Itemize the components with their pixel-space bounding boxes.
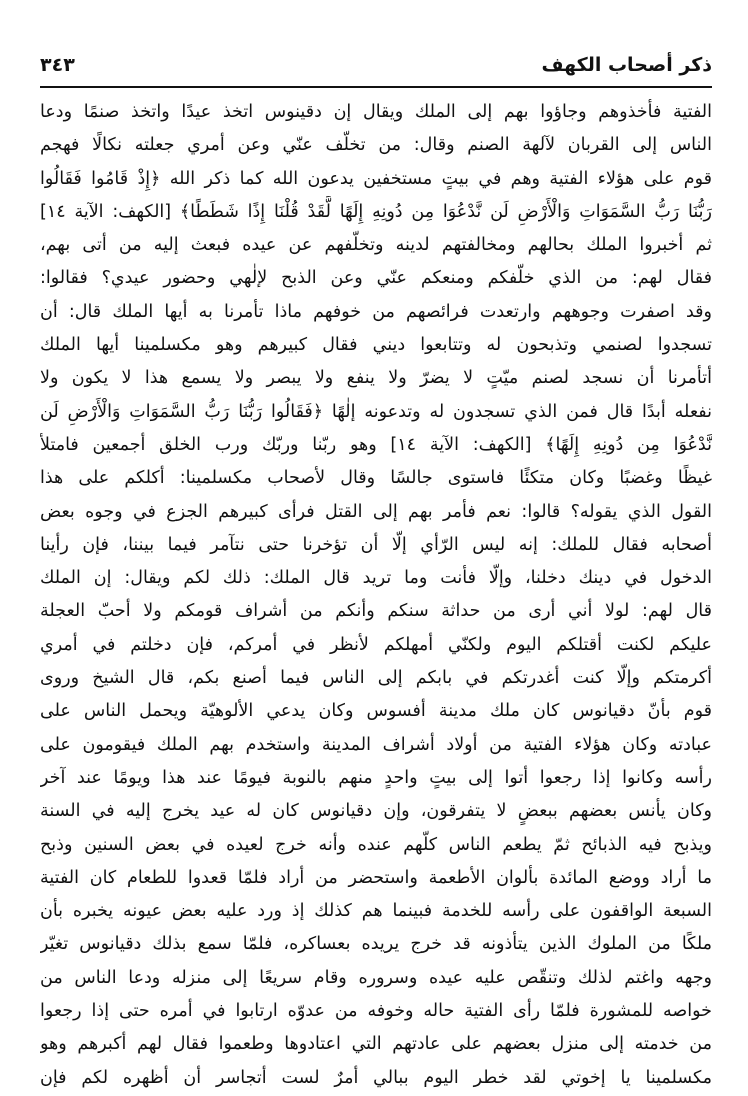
- chapter-title: ذكر أصحاب الكهف: [541, 54, 712, 76]
- text-line: الدخول في دينك دخلنا، وإلّا فأنت وما تريد قال الملك: ذلك لكم ويقال: إن الملك: [40, 568, 712, 589]
- body-text: [40, 96, 712, 1095]
- header-rule: [40, 86, 712, 88]
- text-line: نفعله أبدًا قال فمن الذي تسجدون له وتدعونه إلٰهًا ﴿فَقَالُوا رَبُّنَا رَبُّ السَّمَوَاتِ وَالْأَرْضِ لَن: [40, 401, 712, 422]
- document-page: [40, 50, 712, 1090]
- text-line: من خدمته إلى منزل بعضهم على عادتهم التي اعتادوها وطعموا فقال لهم أكبرهم وهو: [40, 1034, 712, 1055]
- text-line: غيظًا وغضبًا وكان متكئًا فاستوى جالسًا وقال لأصحاب مكسلمينا: أكلكم على هذا: [40, 468, 712, 489]
- text-line: الناس إلى القربان لآلهة الصنم وقال: من تخلّف عنّي وعن أمري جعلته نكالًا فهجم: [40, 135, 712, 156]
- text-line: مكسلمينا يا إخوتي لقد خطر اليوم ببالي أمرٌ لست أتجاسر أن أظهره لكم فإن: [40, 1067, 712, 1088]
- text-line: وكان يأنس بعضهم ببعضٍ لا يتفرقون، وإن دقيانوس كان له عيد يخرج إليه في السنة: [40, 801, 712, 822]
- text-line: رَبُّنَا رَبُّ السَّمَوَاتِ وَالْأَرْضِ لَن نَّدْعُوَا مِن دُونِهِ إِلَهًا لَّقَدْ قُلْنَا إِذًا شَطَطًا﴾ [الكهف: الآية ١٤]: [40, 201, 712, 222]
- text-line: قوم على هؤلاء الفتية وهم في بيتٍ مستخفين يدعون الله كما ذكر الله ﴿إِذْ قَامُوا فَقَالُوا: [40, 168, 712, 189]
- page-number: ٣٤٣: [40, 54, 75, 76]
- text-line: ثم أخبروا الملك بحالهم ومخالفتهم لدينه وتخلّفهم عن عيده فبعث إليه من أتى بهم،: [40, 235, 712, 256]
- text-line: نَّدْعُوَا مِن دُونِهِ إِلَهًا﴾ [الكهف: الآية ١٤] وهو ربّنا وربّك ورب الخلق أجمعين فامتلأ: [40, 434, 712, 455]
- text-line: تسجدوا لصنمي وتذبحون له وتتابعوا ديني فقال كبيرهم وهو مكسلمينا أيها الملك: [40, 335, 712, 356]
- text-line: رأسه وكانوا إذا رجعوا أتوا إلى بيتٍ واحدٍ منهم بالنوبة فيومًا عند هذا ويومًا عند آخر: [40, 767, 712, 788]
- text-line: ما أراد ووضع المائدة بألوان الأطعمة واستحضر من أراد فلمّا قعدوا للطعام كان الفتية: [40, 867, 712, 888]
- text-line: القول الذي يقوله؟ قالوا: نعم فأمر بهم إلى القتل فرأى كبيرهم الجزع في وجوه بعض: [40, 501, 712, 522]
- text-line: عبادته وكان هؤلاء الفتية من أولاد أشراف المدينة واستخدم بهم الملك فيقومون على: [40, 734, 712, 755]
- text-line: فقال لهم: من الذي خلّفكم ومنعكم عنّي وعن الذبح لإلٰهي وحضور عيدي؟ فقالوا:: [40, 268, 712, 289]
- text-line: عليكم لكنت أقتلكم اليوم ولكنّي أمهلكم لأنظر في أمركم، فإن دخلتم في أمري: [40, 634, 712, 655]
- text-line: الفتية فأخذوهم وجاؤوا بهم إلى الملك ويقال إن دقينوس اتخذ عيدًا واتخذ صنمًا ودعا: [40, 102, 712, 122]
- text-line: وقد اصفرت وجوههم وارتعدت فرائصهم من خوفهم ماذا تأمرنا به أيها الملك قال: أن: [40, 301, 712, 322]
- text-line: وجهه واغتم لذلك وتنقّص عليه عيده وسروره وقام سريعًا إلى منزله ودعا الناس من: [40, 967, 712, 988]
- text-line: خواصه للمشورة فلمّا رأى الفتية حاله وخوفه من عدوّه ارتابوا في أمره حتى إذا رجعوا: [40, 1001, 712, 1022]
- text-line: قوم بأنّ دقيانوس كان ملك مدينة أفسوس وكان يدعي الألوهيّة ويحمل الناس على: [40, 701, 712, 722]
- running-head: [40, 50, 712, 78]
- text-line: أصحابه فقال للملك: إنه ليس الرّأي إلّا أن تؤخرنا حتى نتآمر فيما بيننا، فإن رأينا: [40, 534, 712, 555]
- text-line: أتأمرنا أن نسجد لصنم ميّتٍ لا يضرّ ولا ينفع ولا يبصر ولا يسمع هذا لا يكون ولا: [40, 368, 712, 389]
- text-line: السبعة الواقفون على رأسه للخدمة فبينما هم كذلك إذ ورد عليه بعض عيونه يخبره بأن: [40, 901, 712, 922]
- text-line: ملكًا من الملوك الذين يتأذونه قد خرج يريده بعساكره، فلمّا سمع بذلك دقيانوس تغيّر: [40, 934, 712, 955]
- text-line: أكرمتكم وإلّا كنت أغدرتكم في بابكم إلى الناس فيما أصنع بكم، قال الشيخ وروى: [40, 668, 712, 689]
- text-line: قال لهم: لولا أني أرى من حداثة سنكم وأنكم من أشراف قومكم ولا أحبّ العجلة: [40, 601, 712, 622]
- text-line: ويذبح فيه الذبائح ثمّ يطعم الناس كلّهم عنده وأنه خرج لعيده في بعض السنين وذبح: [40, 834, 712, 855]
